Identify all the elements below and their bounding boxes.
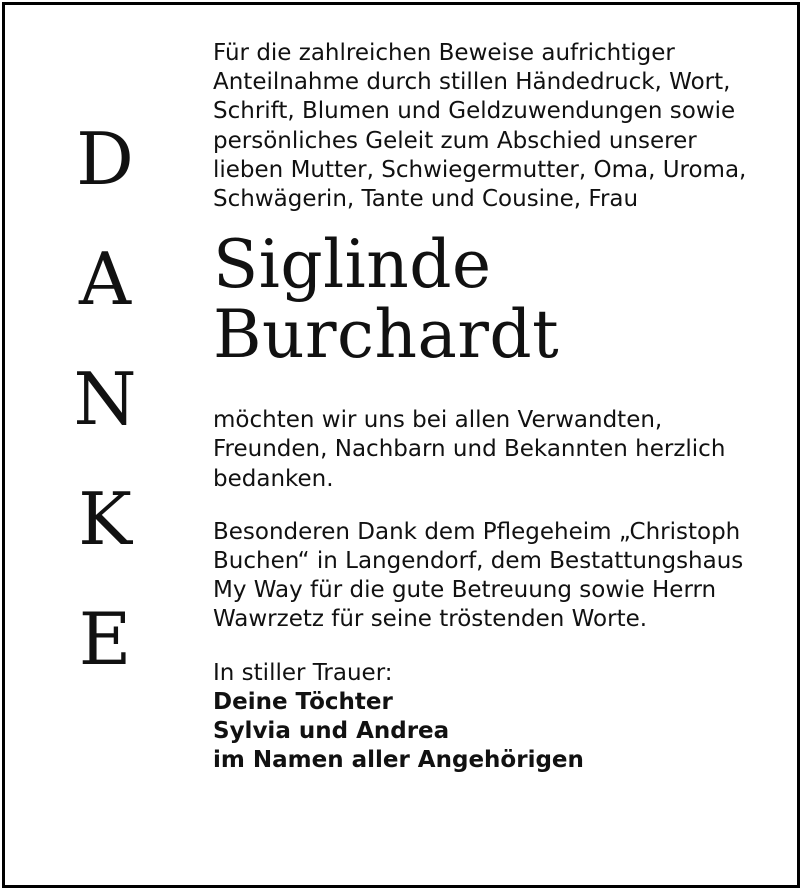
danke-vertical-heading bbox=[45, 117, 165, 723]
intro-line: persönliches Geleit zum Abschied unserer bbox=[213, 127, 697, 154]
notice-content bbox=[213, 39, 793, 775]
signature-line: Sylvia und Andrea bbox=[213, 718, 450, 745]
deceased-last-name: Burchardt bbox=[213, 296, 560, 374]
signature-intro: In stiller Trauer: bbox=[213, 659, 393, 686]
intro-paragraph bbox=[213, 39, 793, 214]
intro-line: Für die zahlreichen Beweise aufrichtiger bbox=[213, 40, 675, 66]
thanks-line: Freunden, Nachbarn und Bekannten herzlich bbox=[213, 436, 726, 463]
thanks-line: möchten wir uns bei allen Verwandten, bbox=[213, 407, 663, 434]
special-thanks-line: Buchen“ in Langendorf, dem Bestattungshaus bbox=[213, 548, 744, 575]
special-thanks-paragraph bbox=[213, 518, 793, 635]
intro-line: Schrift, Blumen und Geldzuwendungen sowie bbox=[213, 98, 736, 125]
signature-block bbox=[213, 659, 793, 776]
danke-letter-k: K bbox=[78, 477, 132, 561]
special-thanks-line: Besonderen Dank dem Pflegeheim „Christoph bbox=[213, 518, 741, 545]
deceased-first-name: Siglinde bbox=[213, 226, 492, 304]
spacer bbox=[213, 370, 793, 406]
danke-letter-n: N bbox=[73, 357, 137, 441]
intro-line: Schwägerin, Tante und Cousine, Frau bbox=[213, 186, 639, 213]
danke-letter-d: D bbox=[76, 117, 134, 201]
thanks-paragraph bbox=[213, 406, 793, 494]
signature-line: Deine Töchter bbox=[213, 688, 393, 715]
special-thanks-line: My Way für die gute Betreuung sowie Herrn bbox=[213, 577, 717, 604]
spacer bbox=[213, 635, 793, 659]
spacer bbox=[213, 494, 793, 518]
intro-line: Anteilnahme durch stillen Händedruck, Wort, bbox=[213, 69, 731, 96]
special-thanks-line: Wawrzetz für seine tröstenden Worte. bbox=[213, 606, 648, 633]
deceased-name bbox=[213, 226, 793, 374]
notice-frame bbox=[2, 2, 800, 888]
thanks-line: bedanken. bbox=[213, 465, 334, 492]
danke-letter-e: E bbox=[78, 597, 132, 681]
danke-letter-a: A bbox=[79, 237, 131, 321]
signature-line: im Namen aller Angehörigen bbox=[213, 747, 584, 774]
intro-line: lieben Mutter, Schwiegermutter, Oma, Uroma, bbox=[213, 156, 747, 183]
